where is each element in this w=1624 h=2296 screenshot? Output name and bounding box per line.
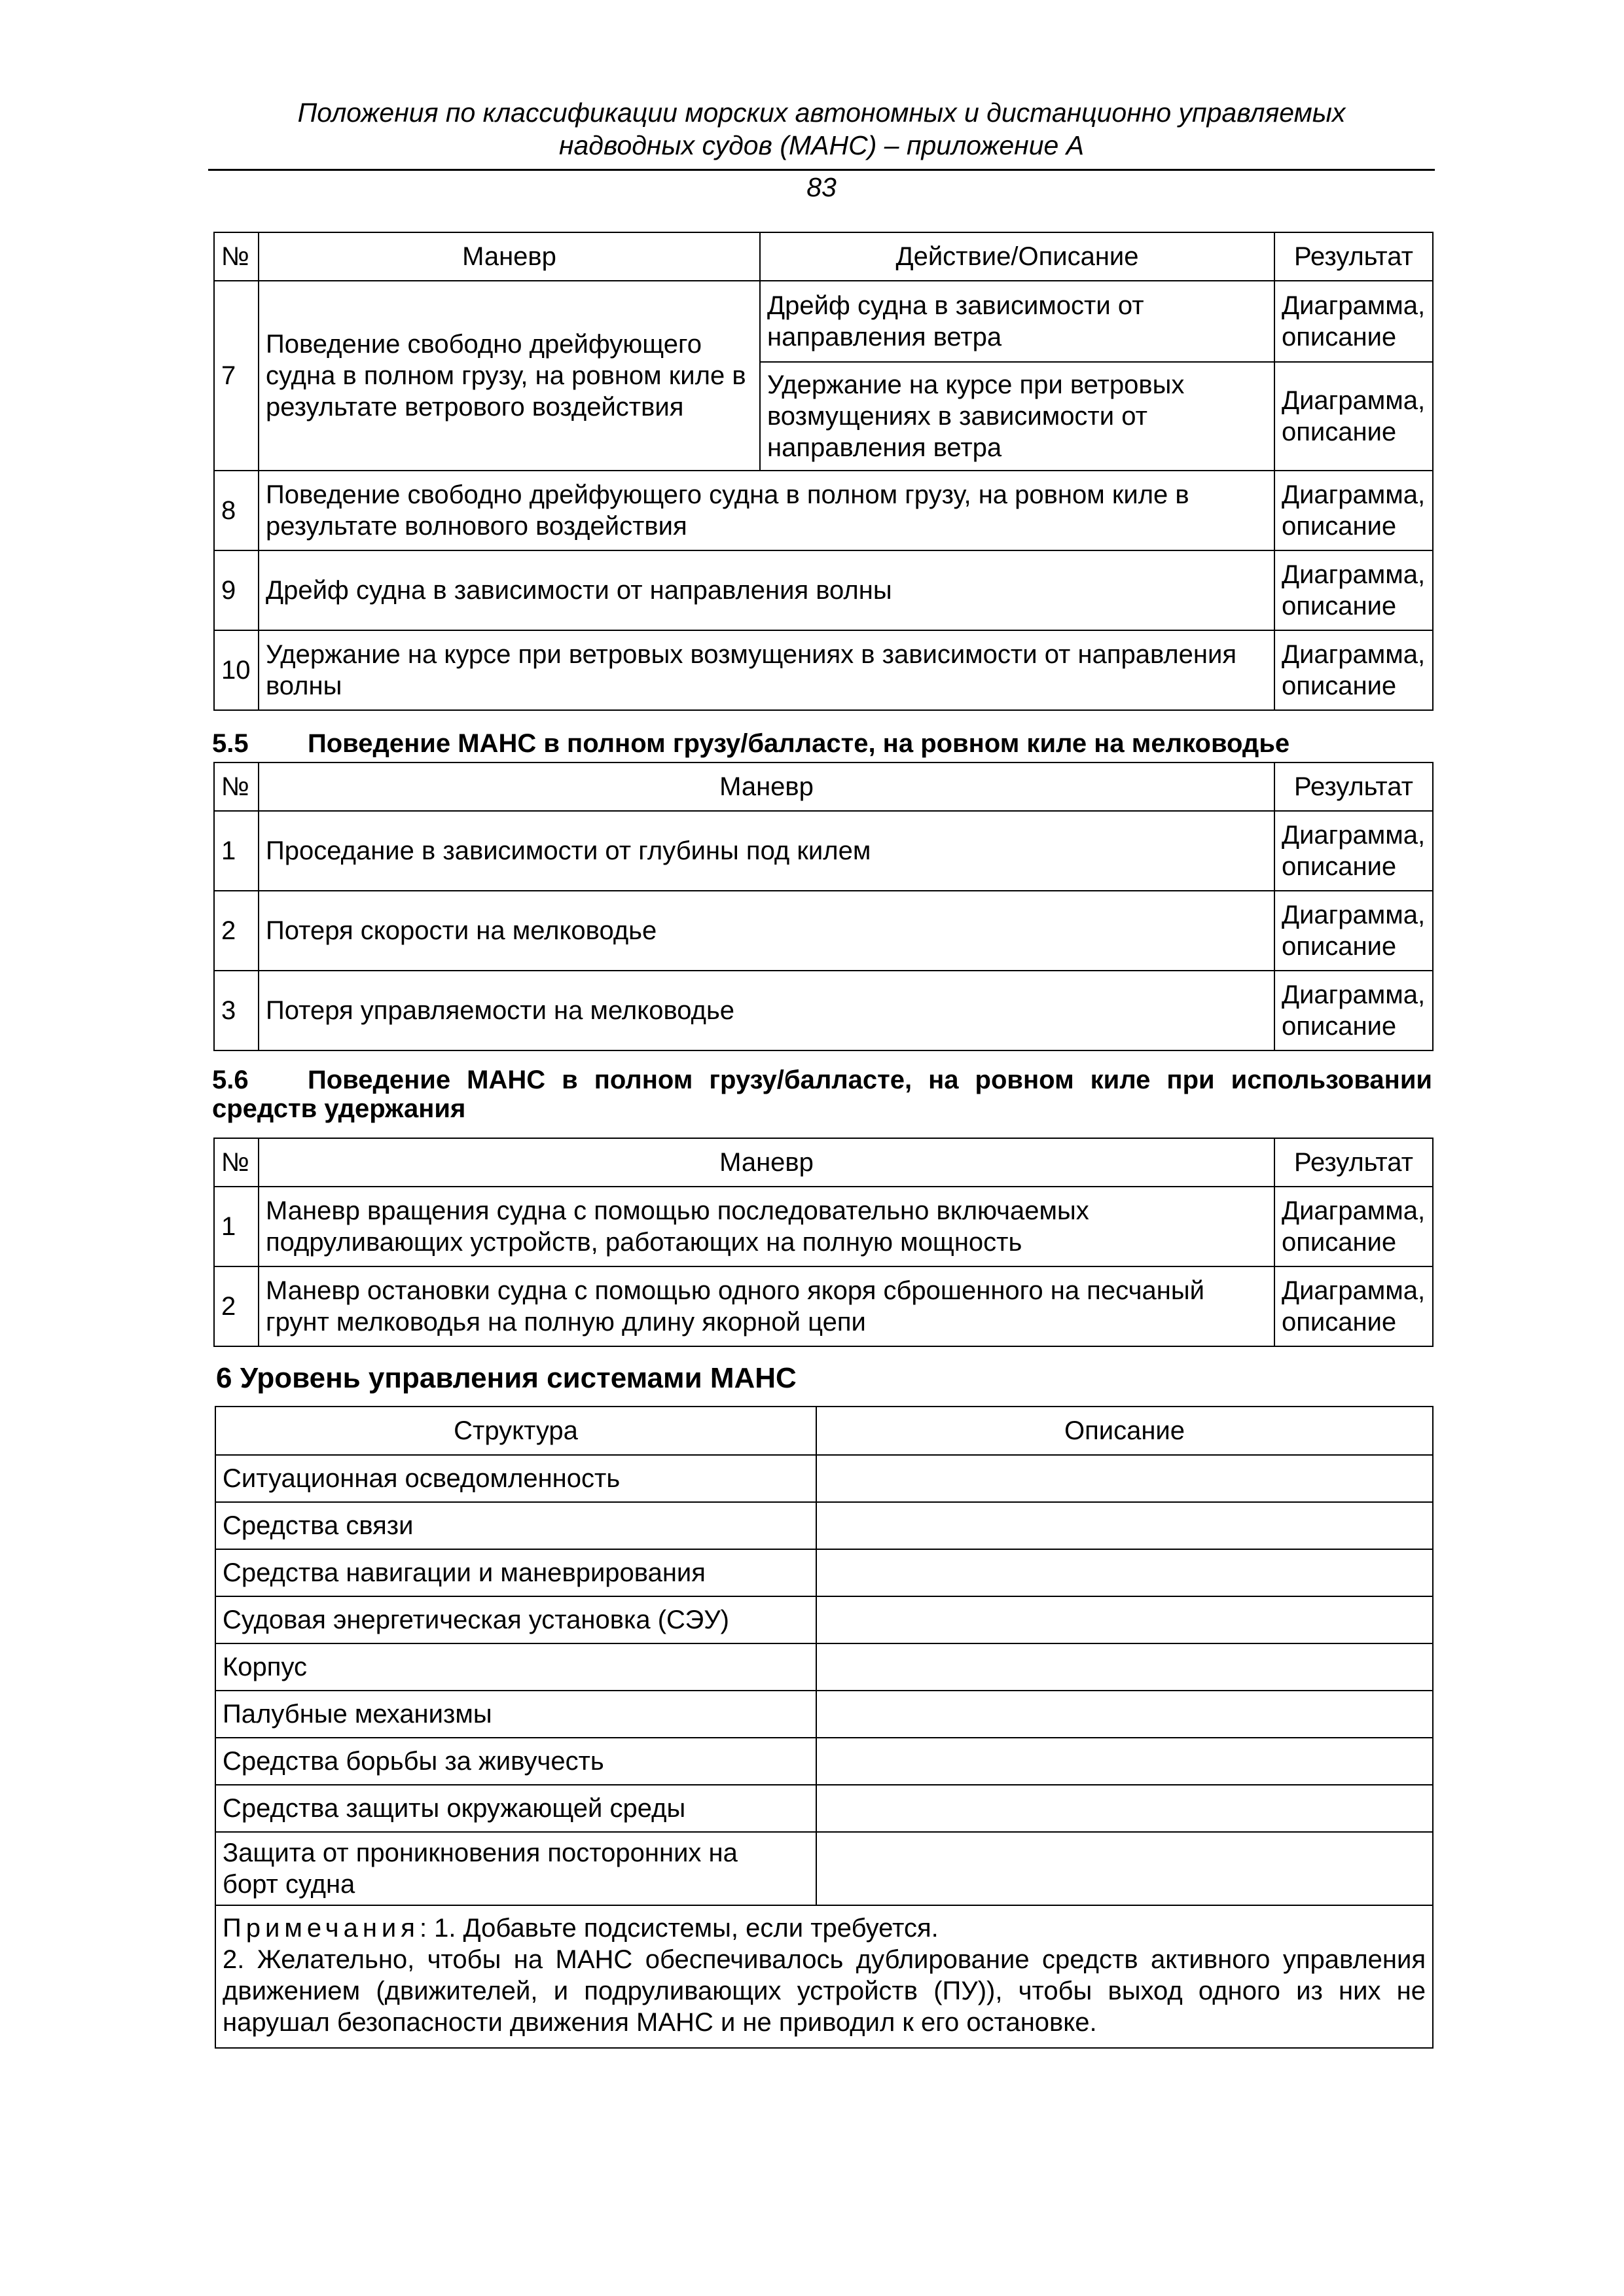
col-result-header: Результат: [1274, 232, 1433, 281]
structure-cell: Средства защиты окружающей среды: [215, 1785, 816, 1832]
table-row: [214, 281, 1433, 362]
row-number: 10: [214, 630, 259, 710]
row-result: Диаграмма, описание: [1274, 362, 1433, 471]
col-result-header: Результат: [1274, 1138, 1433, 1187]
table-row: [214, 1187, 1433, 1266]
col-num-header: №: [214, 762, 259, 811]
table-row: [214, 471, 1433, 550]
header-title-line2: надводных судов (МАНС) – приложение А: [558, 130, 1085, 160]
table-row: [214, 630, 1433, 710]
row-result: Диаграмма, описание: [1274, 811, 1433, 891]
table-row: [214, 550, 1433, 630]
table-row: [215, 1549, 1433, 1596]
table-row: [214, 891, 1433, 971]
table-row: [215, 1738, 1433, 1785]
row-maneuver: Поведение свободно дрейфующего судна в полном грузу, на ровном киле в результате ветрового воздействия: [259, 281, 760, 471]
description-cell: [816, 1738, 1433, 1785]
row-maneuver: Удержание на курсе при ветровых возмущениях в зависимости от направления волны: [259, 630, 1274, 710]
table-row: [215, 1832, 1433, 1905]
row-number: 2: [214, 1266, 259, 1346]
row-maneuver: Потеря скорости на мелководье: [259, 891, 1274, 971]
table-row: [214, 811, 1433, 891]
row-result: Диаграмма, описание: [1274, 971, 1433, 1050]
row-maneuver: Маневр остановки судна с помощью одного якоря сброшенного на песчаный грунт мелководья на полную длину якорной цепи: [259, 1266, 1274, 1346]
header-rule: [208, 169, 1435, 171]
note-line-2: 2. Желательно, чтобы на МАНС обеспечивалось дублирование средств активного управления движением (движителей, и подруливающих устройств (ПУ)), чтобы выход одного из них не нарушал безопасности движения МАНС и не приводил к его остановке.: [223, 1945, 1426, 2037]
row-number: 9: [214, 550, 259, 630]
row-maneuver: Дрейф судна в зависимости от направления волны: [259, 550, 1274, 630]
row-action: Дрейф судна в зависимости от направления ветра: [760, 281, 1274, 362]
table-row: [215, 1502, 1433, 1549]
row-number: 1: [214, 811, 259, 891]
section-number: 5.5: [212, 729, 249, 758]
row-maneuver: Поведение свободно дрейфующего судна в полном грузу, на ровном киле в результате волнового воздействия: [259, 471, 1274, 550]
structure-cell: Палубные механизмы: [215, 1691, 816, 1738]
row-number: 3: [214, 971, 259, 1050]
row-result: Диаграмма, описание: [1274, 550, 1433, 630]
table-header-row: [214, 1138, 1433, 1187]
description-cell: [816, 1596, 1433, 1643]
maneuver-table-5-5: [213, 762, 1434, 1051]
description-cell: [816, 1785, 1433, 1832]
table-row: [215, 1691, 1433, 1738]
row-action: Удержание на курсе при ветровых возмущениях в зависимости от направления ветра: [760, 362, 1274, 471]
description-cell: [816, 1502, 1433, 1549]
section-title: Поведение МАНС в полном грузу/балласте, на ровном киле при использовании средств удержания: [212, 1066, 1432, 1123]
row-maneuver: Потеря управляемости на мелководье: [259, 971, 1274, 1050]
table-header-row: [215, 1407, 1433, 1455]
structure-cell: Средства борьбы за живучесть: [215, 1738, 816, 1785]
row-result: Диаграмма, описание: [1274, 281, 1433, 362]
col-result-header: Результат: [1274, 762, 1433, 811]
note-label: Примечания: [223, 1914, 420, 1943]
col-maneuver-header: Маневр: [259, 232, 760, 281]
table-row: [214, 971, 1433, 1050]
table-row: [215, 1643, 1433, 1691]
description-cell: [816, 1832, 1433, 1905]
col-maneuver-header: Маневр: [259, 762, 1274, 811]
note-cell: [215, 1905, 1433, 2048]
description-cell: [816, 1643, 1433, 1691]
description-cell: [816, 1691, 1433, 1738]
row-number: 8: [214, 471, 259, 550]
control-level-table: [215, 1406, 1434, 2049]
table-row: [215, 1785, 1433, 1832]
section-number: 5.6: [212, 1066, 249, 1094]
row-maneuver: Маневр вращения судна с помощью последовательно включаемых подруливающих устройств, работающих на полную мощность: [259, 1187, 1274, 1266]
table-row: [215, 1455, 1433, 1502]
row-result: Диаграмма, описание: [1274, 471, 1433, 550]
row-result: Диаграмма, описание: [1274, 891, 1433, 971]
section-6-heading: 6 Уровень управления системами МАНС: [216, 1362, 797, 1394]
description-cell: [816, 1455, 1433, 1502]
structure-cell: Судовая энергетическая установка (СЭУ): [215, 1596, 816, 1643]
note-row: [215, 1905, 1433, 2048]
row-result: Диаграмма, описание: [1274, 1187, 1433, 1266]
page-number: 83: [806, 172, 837, 202]
table-header-row: [214, 232, 1433, 281]
col-maneuver-header: Маневр: [259, 1138, 1274, 1187]
row-result: Диаграмма, описание: [1274, 630, 1433, 710]
structure-cell: Защита от проникновения посторонних на борт судна: [215, 1832, 816, 1905]
row-number: 2: [214, 891, 259, 971]
structure-cell: Ситуационная осведомленность: [215, 1455, 816, 1502]
table-row: [214, 1266, 1433, 1346]
structure-cell: Корпус: [215, 1643, 816, 1691]
note-1-text: : 1. Добавьте подсистемы, если требуется.: [419, 1914, 939, 1943]
col-structure-header: Структура: [215, 1407, 816, 1455]
description-cell: [816, 1549, 1433, 1596]
col-action-header: Действие/Описание: [760, 232, 1274, 281]
maneuver-table-5-6: [213, 1138, 1434, 1347]
row-maneuver: Проседание в зависимости от глубины под килем: [259, 811, 1274, 891]
header-title-line1: Положения по классификации морских автономных и дистанционно управляемых: [297, 98, 1346, 128]
row-number: 7: [214, 281, 259, 471]
section-title: Поведение МАНС в полном грузу/балласте, на ровном киле на мелководье: [308, 729, 1290, 758]
section-5-5-heading: [212, 728, 1432, 759]
row-result: Диаграмма, описание: [1274, 1266, 1433, 1346]
table-header-row: [214, 762, 1433, 811]
maneuver-table-1: [213, 232, 1434, 711]
col-num-header: №: [214, 1138, 259, 1187]
structure-cell: Средства связи: [215, 1502, 816, 1549]
col-description-header: Описание: [816, 1407, 1433, 1455]
col-num-header: №: [214, 232, 259, 281]
section-5-6-heading: [212, 1066, 1432, 1123]
structure-cell: Средства навигации и маневрирования: [215, 1549, 816, 1596]
row-number: 1: [214, 1187, 259, 1266]
table-row: [215, 1596, 1433, 1643]
note-line-1: [223, 1912, 1426, 1944]
